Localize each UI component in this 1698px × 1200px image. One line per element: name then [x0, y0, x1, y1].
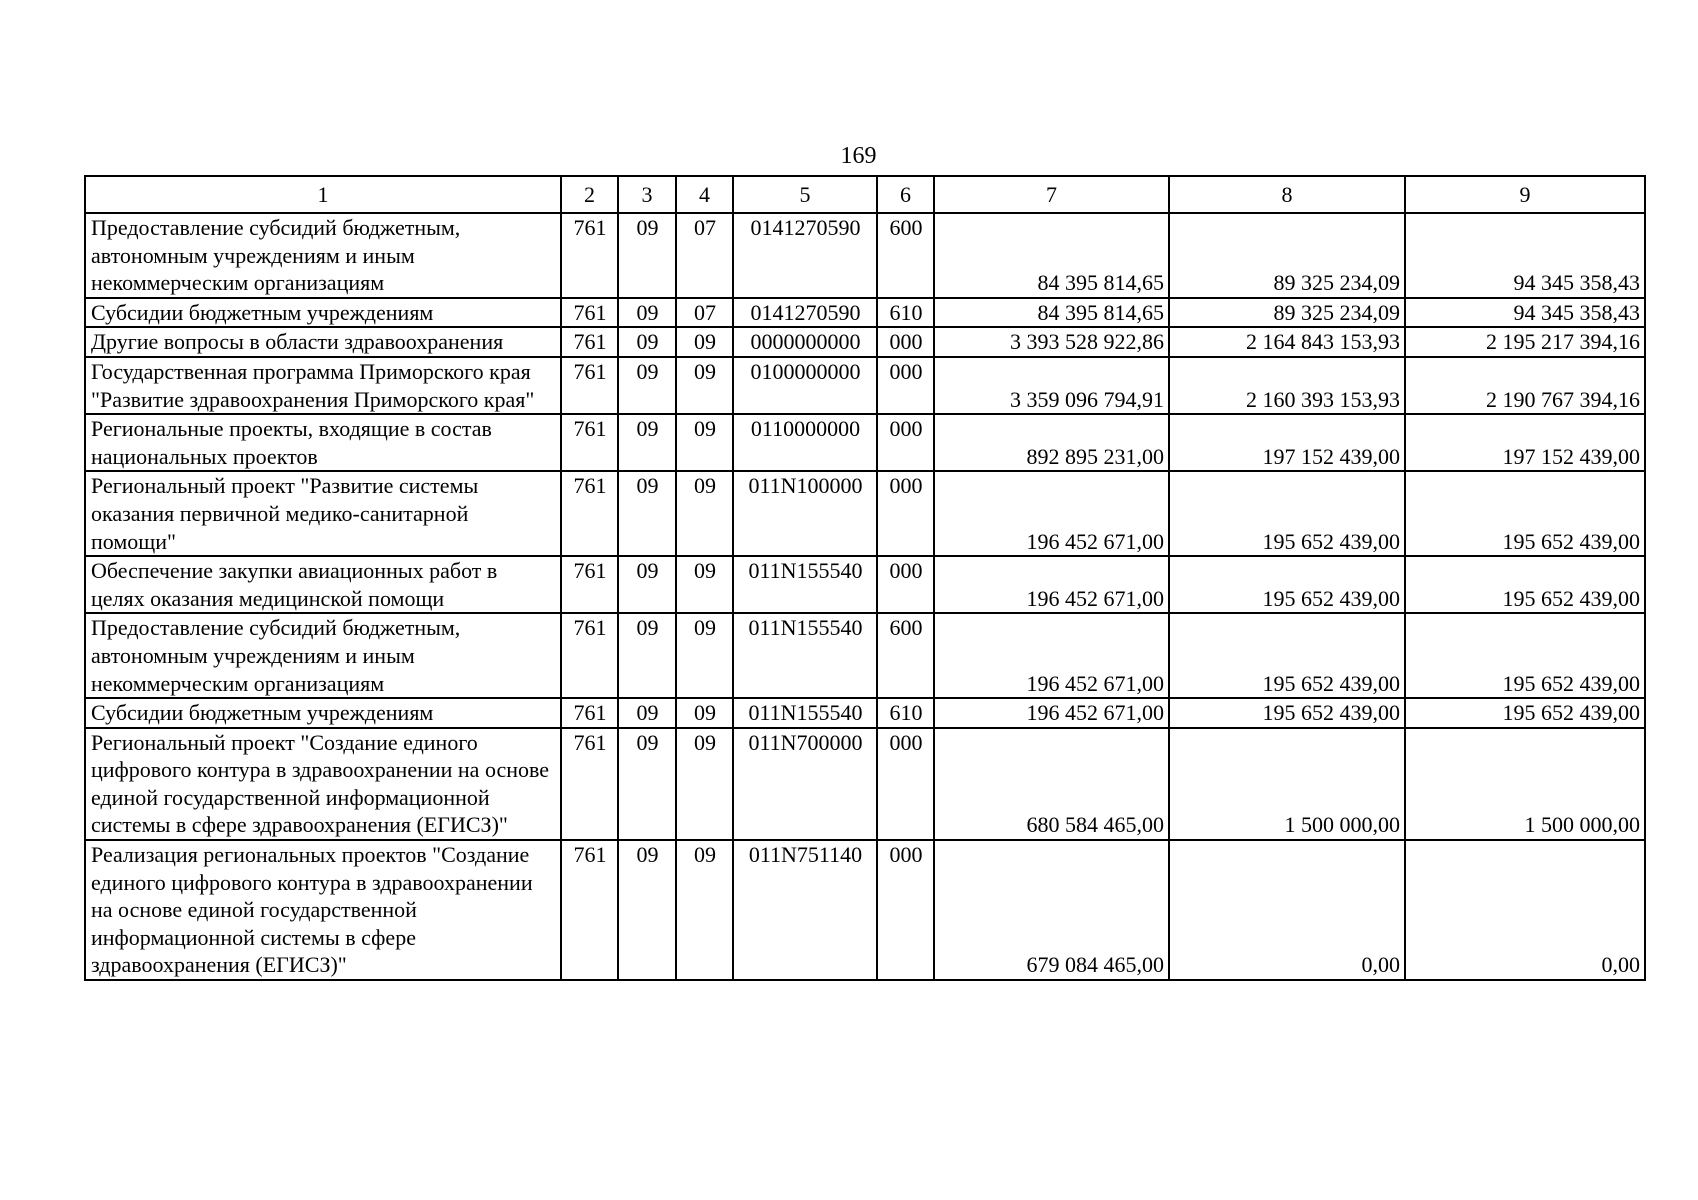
table-row — [85, 471, 1645, 556]
row-code-3: 09 — [618, 471, 676, 556]
row-code-4: 09 — [676, 414, 733, 471]
row-amount-9: 2 195 217 394,16 — [1405, 327, 1645, 357]
row-code-4: 09 — [676, 357, 733, 414]
row-amount-8: 2 160 393 153,93 — [1169, 357, 1405, 414]
header-cell-6: 6 — [877, 176, 934, 213]
row-amount-9: 195 652 439,00 — [1405, 698, 1645, 728]
table-row — [85, 414, 1645, 471]
row-code-6: 000 — [877, 357, 934, 414]
header-cell-9: 9 — [1405, 176, 1645, 213]
row-code-4: 09 — [676, 327, 733, 357]
row-code-2: 761 — [561, 698, 618, 728]
table-row — [85, 840, 1645, 980]
header-cell-2: 2 — [561, 176, 618, 213]
row-code-3: 09 — [618, 556, 676, 613]
row-code-3: 09 — [618, 298, 676, 328]
row-amount-8: 197 152 439,00 — [1169, 414, 1405, 471]
row-code-5: 0110000000 — [733, 414, 877, 471]
table-row — [85, 698, 1645, 728]
row-code-3: 09 — [618, 698, 676, 728]
header-cell-8: 8 — [1169, 176, 1405, 213]
header-cell-4: 4 — [676, 176, 733, 213]
row-amount-8: 89 325 234,09 — [1169, 298, 1405, 328]
row-amount-9: 94 345 358,43 — [1405, 213, 1645, 298]
budget-table — [84, 175, 1646, 981]
row-name: Субсидии бюджетным учреждениям — [85, 698, 561, 728]
header-cell-1: 1 — [85, 176, 561, 213]
row-code-5: 011N155540 — [733, 556, 877, 613]
row-code-4: 09 — [676, 471, 733, 556]
row-code-6: 000 — [877, 728, 934, 840]
row-amount-9: 195 652 439,00 — [1405, 471, 1645, 556]
row-amount-9: 195 652 439,00 — [1405, 556, 1645, 613]
row-code-5: 011N155540 — [733, 698, 877, 728]
row-amount-8: 1 500 000,00 — [1169, 728, 1405, 840]
row-name: Обеспечение закупки авиационных работ в целях оказания медицинской помощи — [85, 556, 561, 613]
row-amount-8: 195 652 439,00 — [1169, 613, 1405, 698]
row-code-5: 0100000000 — [733, 357, 877, 414]
row-code-4: 09 — [676, 728, 733, 840]
row-amount-8: 195 652 439,00 — [1169, 698, 1405, 728]
row-name: Предоставление субсидий бюджетным, автономным учреждениям и иным некоммерческим организациям — [85, 613, 561, 698]
row-name: Предоставление субсидий бюджетным, автономным учреждениям и иным некоммерческим организациям — [85, 213, 561, 298]
row-code-4: 07 — [676, 213, 733, 298]
row-amount-7: 679 084 465,00 — [934, 840, 1169, 980]
row-code-2: 761 — [561, 840, 618, 980]
table-row — [85, 213, 1645, 298]
row-amount-8: 195 652 439,00 — [1169, 556, 1405, 613]
header-cell-3: 3 — [618, 176, 676, 213]
header-cell-5: 5 — [733, 176, 877, 213]
row-code-4: 09 — [676, 840, 733, 980]
row-code-2: 761 — [561, 414, 618, 471]
row-code-2: 761 — [561, 298, 618, 328]
row-amount-7: 196 452 671,00 — [934, 613, 1169, 698]
row-code-6: 000 — [877, 840, 934, 980]
row-code-2: 761 — [561, 556, 618, 613]
row-name: Региональный проект "Создание единого цифрового контура в здравоохранении на основе единой государственной информационной системы в сфере здравоохранения (ЕГИСЗ)" — [85, 728, 561, 840]
row-amount-9: 195 652 439,00 — [1405, 613, 1645, 698]
row-code-6: 000 — [877, 327, 934, 357]
row-amount-7: 892 895 231,00 — [934, 414, 1169, 471]
row-code-6: 610 — [877, 298, 934, 328]
table-row — [85, 327, 1645, 357]
row-code-4: 09 — [676, 613, 733, 698]
row-amount-7: 196 452 671,00 — [934, 471, 1169, 556]
row-code-2: 761 — [561, 327, 618, 357]
row-code-4: 09 — [676, 698, 733, 728]
table-row — [85, 357, 1645, 414]
row-code-6: 600 — [877, 213, 934, 298]
row-amount-8: 195 652 439,00 — [1169, 471, 1405, 556]
row-code-3: 09 — [618, 213, 676, 298]
row-code-5: 0141270590 — [733, 213, 877, 298]
row-code-5: 0141270590 — [733, 298, 877, 328]
table-row — [85, 613, 1645, 698]
row-code-3: 09 — [618, 613, 676, 698]
row-amount-9: 2 190 767 394,16 — [1405, 357, 1645, 414]
row-code-5: 011N100000 — [733, 471, 877, 556]
row-name: Региональный проект "Развитие системы оказания первичной медико-санитарной помощи" — [85, 471, 561, 556]
row-code-3: 09 — [618, 357, 676, 414]
row-amount-9: 1 500 000,00 — [1405, 728, 1645, 840]
row-code-4: 07 — [676, 298, 733, 328]
row-code-5: 0000000000 — [733, 327, 877, 357]
row-name: Региональные проекты, входящие в состав национальных проектов — [85, 414, 561, 471]
row-code-6: 600 — [877, 613, 934, 698]
row-amount-7: 196 452 671,00 — [934, 556, 1169, 613]
row-code-6: 000 — [877, 471, 934, 556]
row-code-5: 011N700000 — [733, 728, 877, 840]
row-code-3: 09 — [618, 327, 676, 357]
table-row — [85, 556, 1645, 613]
row-amount-8: 89 325 234,09 — [1169, 213, 1405, 298]
row-code-3: 09 — [618, 414, 676, 471]
row-amount-8: 0,00 — [1169, 840, 1405, 980]
row-code-2: 761 — [561, 213, 618, 298]
row-code-6: 000 — [877, 414, 934, 471]
row-code-4: 09 — [676, 556, 733, 613]
row-code-5: 011N155540 — [733, 613, 877, 698]
row-code-3: 09 — [618, 840, 676, 980]
row-amount-9: 197 152 439,00 — [1405, 414, 1645, 471]
table-row — [85, 298, 1645, 328]
row-amount-9: 0,00 — [1405, 840, 1645, 980]
row-code-3: 09 — [618, 728, 676, 840]
row-name: Субсидии бюджетным учреждениям — [85, 298, 561, 328]
row-code-2: 761 — [561, 613, 618, 698]
table-row — [85, 728, 1645, 840]
row-amount-7: 3 393 528 922,86 — [934, 327, 1169, 357]
row-code-2: 761 — [561, 357, 618, 414]
row-amount-7: 196 452 671,00 — [934, 698, 1169, 728]
row-code-2: 761 — [561, 728, 618, 840]
page-number: 169 — [840, 143, 877, 169]
row-amount-9: 94 345 358,43 — [1405, 298, 1645, 328]
header-cell-7: 7 — [934, 176, 1169, 213]
row-amount-7: 680 584 465,00 — [934, 728, 1169, 840]
row-amount-7: 3 359 096 794,91 — [934, 357, 1169, 414]
row-code-5: 011N751140 — [733, 840, 877, 980]
row-name: Реализация региональных проектов "Создание единого цифрового контура в здравоохранении на основе единой государственной информационной системы в сфере здравоохранения (ЕГИСЗ)" — [85, 840, 561, 980]
header-row — [85, 176, 1645, 213]
row-code-6: 610 — [877, 698, 934, 728]
row-name: Другие вопросы в области здравоохранения — [85, 327, 561, 357]
row-code-2: 761 — [561, 471, 618, 556]
row-amount-7: 84 395 814,65 — [934, 298, 1169, 328]
row-code-6: 000 — [877, 556, 934, 613]
row-amount-7: 84 395 814,65 — [934, 213, 1169, 298]
row-name: Государственная программа Приморского края "Развитие здравоохранения Приморского края" — [85, 357, 561, 414]
row-amount-8: 2 164 843 153,93 — [1169, 327, 1405, 357]
